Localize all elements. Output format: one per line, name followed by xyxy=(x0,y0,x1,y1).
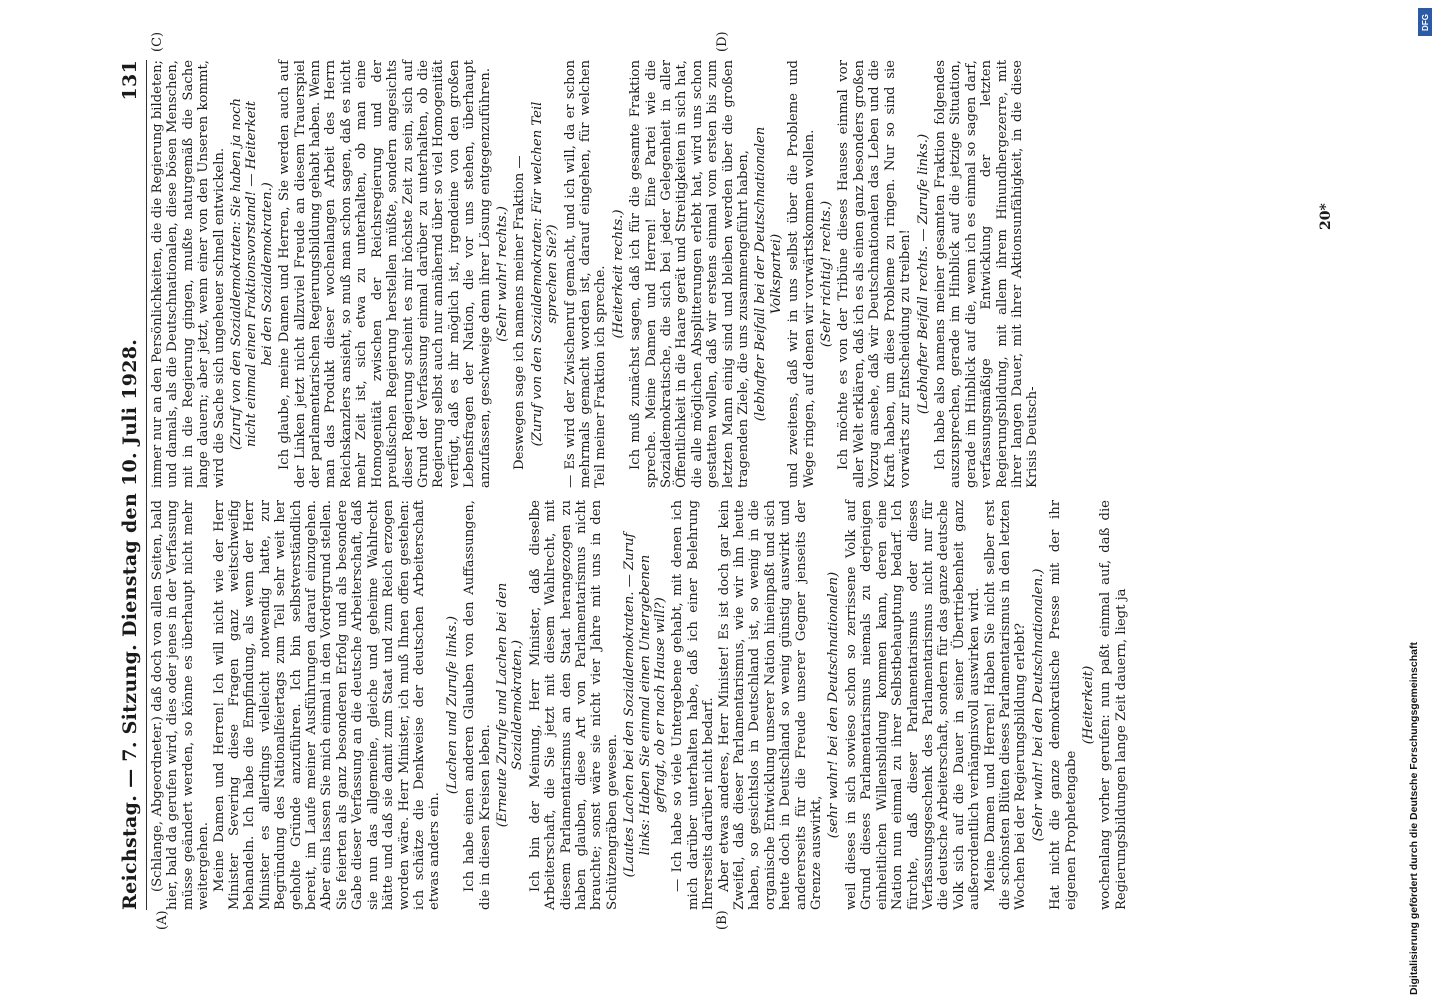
interjection: (Lautes Lachen bei den Sozialdemokraten. — Zuruf links: Haben Sie einmal einen Untergebenen gefragt, ob er nach Hause will?) xyxy=(622,532,668,878)
interjection: (Lachen und Zurufe links.) xyxy=(444,615,460,795)
page-header xyxy=(115,60,145,910)
paragraph: Hat nicht die ganze demokratische Presse mit der ihr eigenen Prophetengabe xyxy=(1048,500,1079,910)
paragraph: — Es wird der Zwischenruf gemacht, und ich will, da er schon mehrmals gemacht worden ist, darauf eingehen, für welchen Teil meiner Fraktion ich spreche. xyxy=(562,60,609,488)
margin-marker-b: (B) xyxy=(715,910,730,930)
interjection: (Sehr richtig! rechts.) xyxy=(819,200,835,348)
interjection: (Sehr wahr! rechts.) xyxy=(494,206,510,342)
paragraph: — Ich habe so viele Untergebene gehabt, mit denen ich mich darüber unterhalten habe, daß ich einer Belehrung Ihrerseits darüber nicht bedarf. xyxy=(670,500,717,910)
paragraph: weil dieses in sich sowieso schon so zerrissene Volk auf Grund dieses Parlamentarismus niemals zu derjenigen einheitlichen Willensbildung kommen kann, deren eine Nation nun einmal zu ihrer Selbstbehauptung bedarf. Ich fürchte, daß dieser Parlamentarismus oder dieses Verfassungsgeschenk des Parlamentarismus nicht nur für die deutsche Arbeiterschaft, sondern für das ganze deutsche Volk sich auf die Dauer in seiner Übertriebenheit ganz außerordentlich verhängnisvoll auswirken wird. xyxy=(843,500,983,910)
paragraph: (Schlange, Abgeordneter.) daß doch von allen Seiten, bald hier, bald da gerufen wird, dies oder jenes in der Verfassung müsse geändert werden, so könne es überhaupt nicht mehr weitergehen. xyxy=(150,500,212,910)
signature-mark: 20* xyxy=(1318,203,1334,230)
paragraph: Ich glaube, meine Damen und Herren, Sie werden auch auf der Linken jetzt nicht allzuviel Freude an diesem Trauerspiel der parlamentarischen Regierungsbildung gehabt haben. Wenn man das Produkt dieser wochenlangen Arbeit des Herrn Reichskanzlers ansieht, so muß man schon sagen, daß es nicht mehr Zeit ist, sich etwa zu unterhalten, ob man eine Homogenität zwischen der Reichsregierung und der preußischen Regierung herstellen müßte, sondern angesichts dieser Regierung scheint es mir höchste Zeit zu sein, sich auf Grund der Verfassung einmal darüber zu unterhalten, ob die Regierung selbst auch nur annähernd über so viel Homogenität verfügt, daß es ihr möglich ist, irgendeine von den großen Lebensfragen der Nation, die vor uns stehen, überhaupt anzufassen, geschweige denn ihrer Lösung entgegenzuführen. xyxy=(277,60,493,488)
paragraph: Ich bin der Meinung, Herr Minister, daß dieselbe Arbeiterschaft, die Sie jetzt mit diesem Wahlrecht, mit diesem Parlamentarismus an den Staat herangezogen zu haben glauben, diese Art von Parlamentarismus nicht brauchte; sonst wäre sie nicht vier Jahre mit uns in den Schützengräben gewesen. xyxy=(527,500,620,910)
interjection: (Lebhafter Beifall rechts. — Zurufe links.) xyxy=(915,133,931,415)
funding-notice: Digitalisierung gefördert durch die Deutsche Forschungsgemeinschaft xyxy=(1408,642,1420,995)
paragraph: wochenlang vorher gerufen: nun paßt einmal auf, daß die Regierungsbildungen lange Zeit dauern, liegt ja xyxy=(1098,500,1129,910)
paragraph: Ich muß zunächst sagen, daß ich für die gesamte Fraktion spreche. Meine Damen und Herren! Eine Partei wie die Sozialdemokratische, die sich bei jeder Gelegenheit in aller Öffentlichkeit in die Haare gerät und Streitigkeiten in sich hat, die alle möglichen Absplitterungen erlebt hat, wird uns schon gestatten wollen, daß wir erstens einmal vom ersten bis zum letzten Mann einig sind und bleiben werden über die großen tragenden Ziele, die uns zusammengeführt haben, xyxy=(628,60,752,488)
header-rule xyxy=(146,60,147,910)
paragraph: immer nur an den Persönlichkeiten, die die Regierung bildeten; und damals, als die Deutschnationalen, diese bösen Menschen, mit in die Regierung gingen, mußte naturgemäß die Sache lange dauern; aber jetzt, wenn einer von den Unseren kommt, wird die Sache sich ungeheuer schnell entwickeln. xyxy=(150,60,227,488)
interjection: (Heiterkeit rechts.) xyxy=(610,209,626,339)
interjection: (Sehr wahr! bei den Deutschnationalen.) xyxy=(1030,568,1046,842)
paragraph: Ich habe also namens meiner gesamten Fraktion folgendes auszusprechen, gerade im Hinblick auf die jetzige Situation, gerade im Hinblick auf die, wenn ich es einmal so sagen darf, verfassungsmäßige Entwicklung der letzten Regierungsbildung, mit allem ihrem Hinundhergezerre, mit ihrer langen Dauer, mit ihrer Aktionsunfähigkeit, in die diese Krisis Deutsch- xyxy=(932,60,1041,488)
left-column xyxy=(150,500,1305,910)
margin-marker-c: (C) xyxy=(150,31,165,52)
paragraph: Deswegen sage ich namens meiner Fraktion — xyxy=(512,155,528,470)
margin-marker-d: (D) xyxy=(715,31,730,52)
interjection: (Zuruf von den Sozialdemokraten: Sie haben ja noch nicht einmal einen Fraktionsvorstand! — Heiterkeit bei den Sozialdemokraten.) xyxy=(229,98,275,450)
paragraph: Aber etwas anderes, Herr Minister! Es ist doch gar kein Zweifel, daß dieser Parlamentarismus, wie wir ihn heute haben, so gesichtslos in Deutschland ist, so wenig in die organische Entwicklung unserer Nation hineinpaßt und sich heute doch in Deutschland so wenig günstig auswirkt und andererseits für die Freude unserer Gegner jenseits der Grenze auswirkt, xyxy=(716,500,825,910)
margin-marker-a: (A) xyxy=(155,910,170,930)
interjection: (sehr wahr! bei den Deutschnationalen) xyxy=(826,571,842,839)
interjection: (Erneute Zurufe und Lachen bei den Sozialdemokraten.) xyxy=(494,582,526,828)
interjection: (Heiterkeit) xyxy=(1080,665,1096,745)
right-column xyxy=(150,60,1305,488)
header-title: Reichstag. — 7. Sitzung. Dienstag den 10. Juli 1928. xyxy=(119,338,141,910)
paragraph: Ich habe einen anderen Glauben von den Auffassungen, die in diesen Kreisen leben. xyxy=(462,500,493,910)
interjection: (Zuruf von den Sozialdemokraten: Für welchen Teil sprechen Sie?) xyxy=(529,101,561,447)
paragraph: und zweitens, daß wir in uns selbst über die Probleme und Wege ringen, auf denen wir vorwärtskommen wollen. xyxy=(786,60,817,488)
page-number: 131 xyxy=(119,60,141,101)
dfg-logo: DFG xyxy=(1418,8,1432,36)
paragraph: Meine Damen und Herren! Haben Sie nicht selber erst die schönsten Blüten dieses Parlamentarismus in den letzten Wochen bei der Regierungsbildung erlebt? xyxy=(982,500,1029,910)
interjection: (lebhafter Beifall bei der Deutschnationalen Volkspartei) xyxy=(753,126,784,422)
paragraph: Ich möchte es von der Tribüne dieses Hauses einmal vor aller Welt erklären, daß ich es als einen ganz besonders großen Vorzug ansehe, daß wir Deutschnationalen das Leben und die Kraft haben, um diese Probleme zu ringen. Nur so sind sie vorwärts zur Entscheidung zu treiben! xyxy=(836,60,914,488)
paragraph: Meine Damen und Herren! Ich will nicht wie der Herr Minister Severing diese Fragen ganz weitschweifig behandeln. Ich habe die Empfindung, als wenn der Herr Minister es allerdings vielleicht notwendig hatte, zur Begründung des Nationalfeiertags zum Teil sehr weit her geholte Gründe anzuführen. Ich bin selbstverständlich bereit, im Laufe meiner Ausführungen darauf einzugehen. Aber eins lassen Sie mich einmal in den Vordergrund stellen. Sie feierten als ganz besonderen Erfolg und als besondere Gabe dieser Verfassung an die deutsche Arbeiterschaft, daß sie nun das allgemeine, gleiche und geheime Wahlrecht hätte und daß sie damit zum Staat und zum Reich erzogen worden wäre. Herr Minister, ich muß Ihnen offen gestehen: ich schätze die Denkweise der deutschen Arbeiterschaft etwas anders ein. xyxy=(211,500,443,910)
